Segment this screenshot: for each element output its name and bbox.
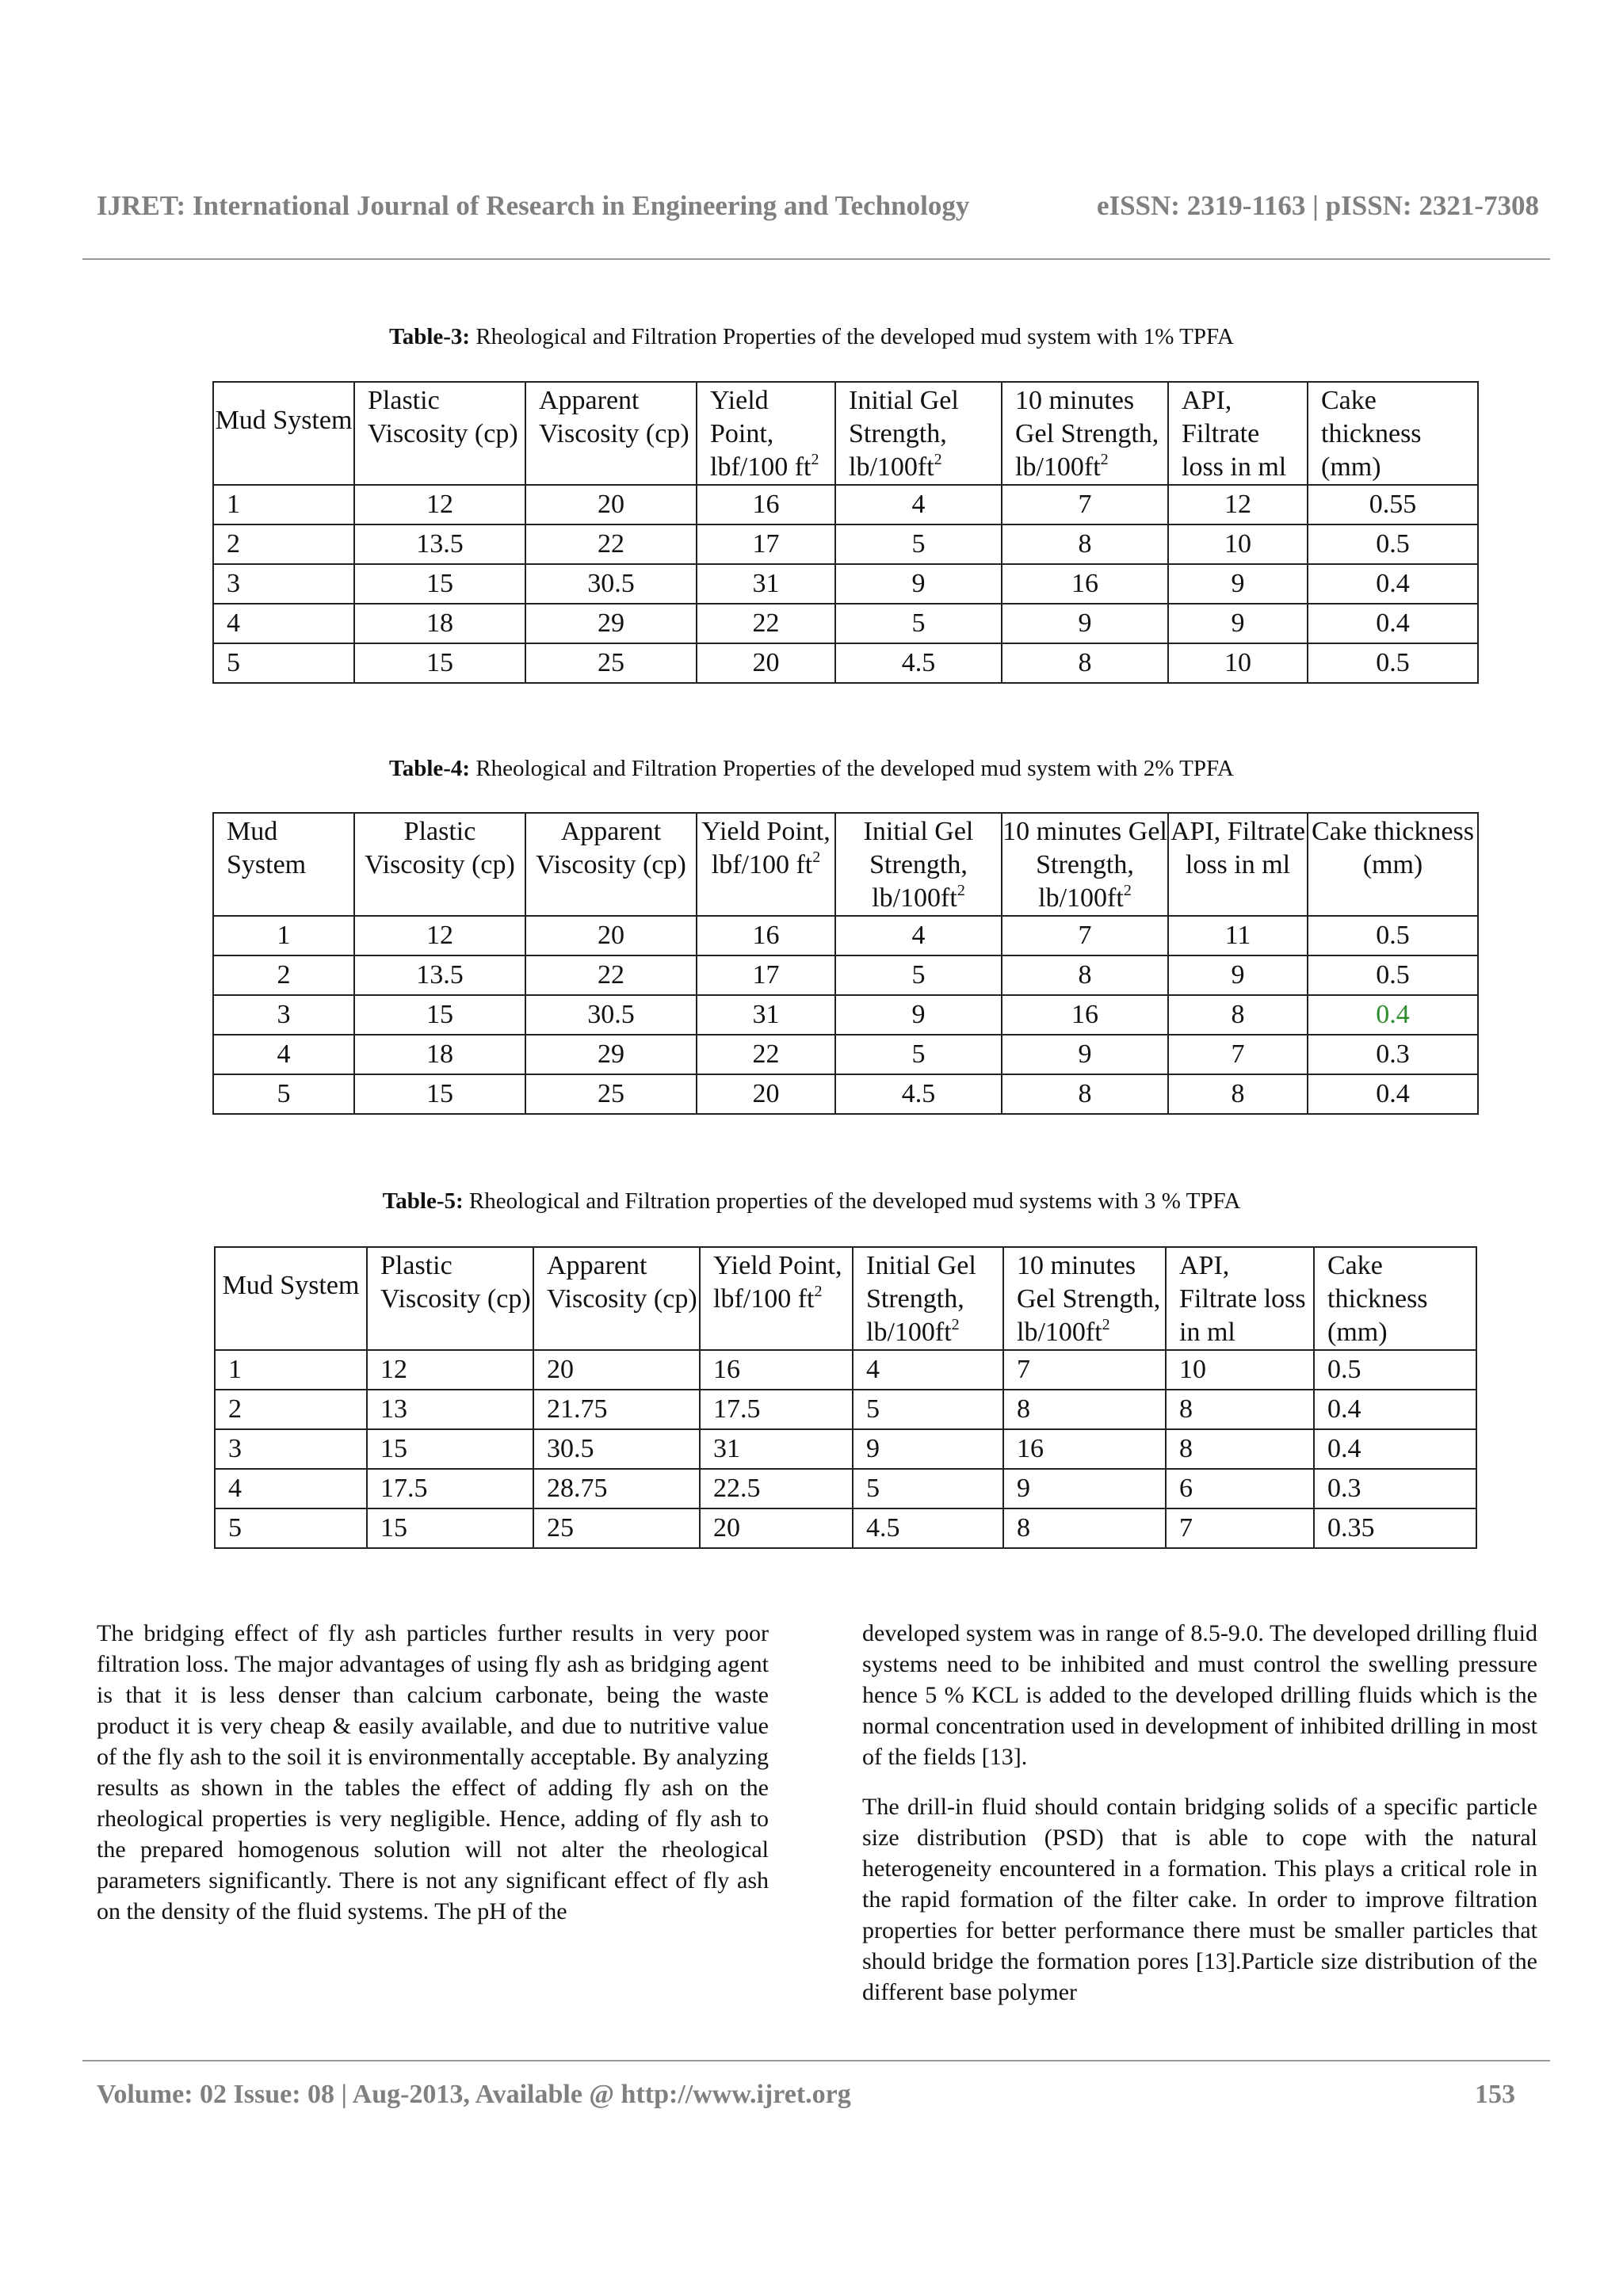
- table-cell: 9: [1002, 604, 1168, 643]
- highlighted-cell: 0.4: [1308, 995, 1478, 1035]
- table-cell: 5: [853, 1390, 1003, 1429]
- table-cell: 16: [697, 485, 835, 524]
- table-cell: 17: [697, 524, 835, 564]
- table-cell: 10: [1168, 524, 1308, 564]
- table-cell: 15: [367, 1508, 533, 1548]
- table-cell: 9: [1168, 604, 1308, 643]
- table-cell: 12: [1168, 485, 1308, 524]
- journal-title: IJRET: International Journal of Research in Engineering and Technology: [97, 190, 970, 221]
- ten-min-gel-text: 10 minutes Gel Strength, lb/100ft: [1002, 817, 1167, 913]
- table-cell: 0.3: [1308, 1035, 1478, 1074]
- header-plastic-viscosity: Plastic Viscosity (cp): [367, 1247, 533, 1350]
- table-cell: 10: [1166, 1350, 1314, 1390]
- table-cell: 1: [213, 916, 354, 955]
- header-10min-gel: [1003, 1247, 1166, 1350]
- table-cell: 31: [700, 1429, 853, 1469]
- table-cell: 0.5: [1314, 1350, 1476, 1390]
- table-cell: 15: [354, 564, 525, 604]
- table-cell: 30.5: [525, 995, 697, 1035]
- table-cell: 8: [1002, 524, 1168, 564]
- table-cell: 0.5: [1308, 955, 1478, 995]
- table-5-header-row: [215, 1247, 1476, 1350]
- table-cell: 17.5: [700, 1390, 853, 1429]
- table-cell: 29: [525, 604, 697, 643]
- table-cell: 17.5: [367, 1469, 533, 1508]
- table-cell: 8: [1168, 995, 1308, 1035]
- table-cell: 22: [697, 1035, 835, 1074]
- table-cell: 13.5: [354, 955, 525, 995]
- table-row: [213, 995, 1478, 1035]
- table-cell: 5: [835, 604, 1002, 643]
- table-cell: 22: [525, 955, 697, 995]
- table-cell: 5: [215, 1508, 367, 1548]
- table-cell: 4.5: [835, 1074, 1002, 1114]
- table-cell: 20: [525, 485, 697, 524]
- table-cell: 1: [215, 1350, 367, 1390]
- table-row: [215, 1350, 1476, 1390]
- table-3-header-row: [213, 382, 1478, 485]
- table-cell: 9: [1003, 1469, 1166, 1508]
- table-cell: 15: [367, 1429, 533, 1469]
- running-header: [97, 190, 1539, 222]
- table-row: [215, 1508, 1476, 1548]
- table-cell: 9: [853, 1429, 1003, 1469]
- header-mud-system: Mud System: [215, 1247, 367, 1350]
- initial-gel-text: Initial Gel Strength, lb/100ft: [863, 817, 974, 913]
- table-cell: 3: [213, 564, 354, 604]
- table-4-label: Table-4:: [389, 756, 471, 781]
- table-row: [213, 604, 1478, 643]
- header-10min-gel: [1002, 382, 1168, 485]
- ten-min-gel-sup: 2: [1102, 1316, 1110, 1333]
- initial-gel-sup: 2: [934, 451, 942, 468]
- table-cell: 12: [367, 1350, 533, 1390]
- table-cell: 15: [354, 643, 525, 683]
- table-cell: 7: [1002, 916, 1168, 955]
- running-footer: [97, 2080, 1539, 2110]
- header-yield-point: [697, 813, 835, 916]
- header-plastic-viscosity: Plastic Viscosity (cp): [354, 813, 525, 916]
- table-cell: 16: [700, 1350, 853, 1390]
- table-cell: 0.5: [1308, 916, 1478, 955]
- table-cell: 30.5: [533, 1429, 700, 1469]
- table-cell: 5: [853, 1469, 1003, 1508]
- header-cake-thickness: Cake thickness (mm): [1308, 813, 1478, 916]
- table-cell: 8: [1003, 1390, 1166, 1429]
- table-cell: 12: [354, 916, 525, 955]
- table-4: [212, 812, 1479, 1115]
- table-cell: 16: [697, 916, 835, 955]
- footer-rule: [82, 2060, 1550, 2061]
- header-apparent-viscosity: Apparent Viscosity (cp): [533, 1247, 700, 1350]
- table-cell: 7: [1003, 1350, 1166, 1390]
- header-plastic-viscosity: Plastic Viscosity (cp): [354, 382, 525, 485]
- table-3-caption-text: Rheological and Filtration Properties of the developed mud system with 1% TPFA: [470, 324, 1234, 349]
- table-cell: 13: [367, 1390, 533, 1429]
- table-3-label: Table-3:: [389, 324, 471, 349]
- table-cell: 17: [697, 955, 835, 995]
- body-paragraph: The drill-in fluid should contain bridging solids of a specific particle size distribution (PSD) that is able to cope with the natural heterogeneity encountered in a formation. This plays a critical role in the rapid formation of the filter cake. In order to improve filtration properties for better performance there must be smaller particles that should bridge the formation pores [13].Particle size distribution of the different base polymer: [862, 1794, 1537, 2005]
- table-cell: 6: [1166, 1469, 1314, 1508]
- table-cell: 0.4: [1314, 1429, 1476, 1469]
- table-cell: 8: [1002, 955, 1168, 995]
- yield-point-sup: 2: [811, 451, 819, 468]
- table-cell: 30.5: [525, 564, 697, 604]
- table-cell: 8: [1002, 643, 1168, 683]
- page-number: 153: [1475, 2080, 1515, 2109]
- table-cell: 15: [354, 1074, 525, 1114]
- table-cell: 11: [1168, 916, 1308, 955]
- header-api-filtrate: API, Filtrate loss in ml: [1168, 382, 1308, 485]
- footer-volume: Volume: 02 Issue: 08 | Aug-2013, Available @ http://www.ijret.org: [97, 2080, 851, 2109]
- table-4-caption-text: Rheological and Filtration Properties of the developed mud system with 2% TPFA: [470, 756, 1234, 781]
- table-cell: 4.5: [835, 643, 1002, 683]
- table-cell: 22.5: [700, 1469, 853, 1508]
- table-cell: 2: [213, 955, 354, 995]
- table-cell: 8: [1002, 1074, 1168, 1114]
- header-rule: [82, 258, 1550, 260]
- table-row: [213, 643, 1478, 683]
- header-yield-point: [697, 382, 835, 485]
- table-cell: 18: [354, 1035, 525, 1074]
- table-cell: 4: [213, 1035, 354, 1074]
- table-cell: 5: [835, 524, 1002, 564]
- table-4-header-row: [213, 813, 1478, 916]
- table-cell: 9: [1168, 955, 1308, 995]
- table-cell: 25: [525, 1074, 697, 1114]
- table-cell: 12: [354, 485, 525, 524]
- yield-point-sup: 2: [814, 1283, 823, 1300]
- table-5-caption: [0, 1188, 1623, 1215]
- table-cell: 4: [853, 1350, 1003, 1390]
- header-apparent-viscosity: Apparent Viscosity (cp): [525, 382, 697, 485]
- table-cell: 0.55: [1308, 485, 1478, 524]
- table-cell: 8: [1168, 1074, 1308, 1114]
- body-paragraph: developed system was in range of 8.5-9.0. The developed drilling fluid systems need to be inhibited and must control the swelling pressure hence 5 % KCL is added to the developed drilling fluids which is the normal concentration used in development of inhibited drilling in most of the fields [13].: [862, 1620, 1537, 1770]
- table-cell: 5: [213, 1074, 354, 1114]
- table-cell: 18: [354, 604, 525, 643]
- body-left-column: [97, 1618, 769, 1927]
- table-cell: 20: [700, 1508, 853, 1548]
- table-cell: 0.4: [1308, 1074, 1478, 1114]
- table-cell: 4: [835, 916, 1002, 955]
- table-cell: 0.4: [1308, 564, 1478, 604]
- table-row: [213, 1074, 1478, 1114]
- table-cell: 4: [215, 1469, 367, 1508]
- table-cell: 3: [215, 1429, 367, 1469]
- table-cell: 21.75: [533, 1390, 700, 1429]
- table-cell: 0.5: [1308, 643, 1478, 683]
- table-cell: 22: [697, 604, 835, 643]
- table-3: [212, 381, 1479, 684]
- table-cell: 0.4: [1308, 604, 1478, 643]
- table-cell: 0.4: [1314, 1390, 1476, 1429]
- table-cell: 2: [215, 1390, 367, 1429]
- table-cell: 28.75: [533, 1469, 700, 1508]
- table-cell: 31: [697, 564, 835, 604]
- header-initial-gel: [835, 382, 1002, 485]
- table-cell: 20: [533, 1350, 700, 1390]
- ten-min-gel-text: 10 minutes Gel Strength, lb/100ft: [1017, 1251, 1161, 1347]
- yield-point-text: Yield Point, lbf/100 ft: [701, 817, 831, 879]
- table-cell: 3: [213, 995, 354, 1035]
- table-cell: 5: [213, 643, 354, 683]
- header-cake-thickness: Cake thickness (mm): [1314, 1247, 1476, 1350]
- table-row: [215, 1429, 1476, 1469]
- yield-point-sup: 2: [812, 849, 821, 866]
- table-cell: 10: [1168, 643, 1308, 683]
- table-cell: 16: [1002, 995, 1168, 1035]
- table-5-label: Table-5:: [382, 1188, 464, 1214]
- initial-gel-sup: 2: [957, 882, 965, 899]
- table-cell: 8: [1003, 1508, 1166, 1548]
- header-api-filtrate: API, Filtrate loss in ml: [1168, 813, 1308, 916]
- initial-gel-sup: 2: [951, 1316, 960, 1333]
- header-yield-point: [700, 1247, 853, 1350]
- ten-min-gel-sup: 2: [1100, 451, 1109, 468]
- table-cell: 29: [525, 1035, 697, 1074]
- table-row: [213, 485, 1478, 524]
- table-row: [213, 916, 1478, 955]
- table-cell: 20: [525, 916, 697, 955]
- header-initial-gel: [835, 813, 1002, 916]
- table-cell: 2: [213, 524, 354, 564]
- yield-point-text: Yield Point, lbf/100 ft: [713, 1251, 842, 1314]
- table-cell: 9: [1002, 1035, 1168, 1074]
- initial-gel-text: Initial Gel Strength, lb/100ft: [866, 1251, 976, 1347]
- table-cell: 20: [697, 643, 835, 683]
- table-cell: 9: [835, 564, 1002, 604]
- table-cell: 7: [1166, 1508, 1314, 1548]
- table-cell: 25: [533, 1508, 700, 1548]
- table-row: [213, 1035, 1478, 1074]
- header-api-filtrate: API, Filtrate loss in ml: [1166, 1247, 1314, 1350]
- table-cell: 9: [835, 995, 1002, 1035]
- ten-min-gel-sup: 2: [1123, 882, 1132, 899]
- table-cell: 5: [835, 955, 1002, 995]
- table-cell: 4: [213, 604, 354, 643]
- body-right-column: [862, 1618, 1537, 2008]
- header-mud-system: Mud System: [213, 813, 354, 916]
- table-row: [213, 524, 1478, 564]
- table-cell: 0.35: [1314, 1508, 1476, 1548]
- table-cell: 8: [1166, 1390, 1314, 1429]
- table-cell: 20: [697, 1074, 835, 1114]
- initial-gel-text: Initial Gel Strength, lb/100ft: [849, 386, 959, 482]
- table-5: [214, 1246, 1477, 1549]
- header-initial-gel: [853, 1247, 1003, 1350]
- table-cell: 9: [1168, 564, 1308, 604]
- table-5-caption-text: Rheological and Filtration properties of the developed mud systems with 3 % TPFA: [463, 1188, 1241, 1214]
- table-cell: 7: [1168, 1035, 1308, 1074]
- table-cell: 8: [1166, 1429, 1314, 1469]
- table-cell: 31: [697, 995, 835, 1035]
- table-cell: 7: [1002, 485, 1168, 524]
- table-cell: 13.5: [354, 524, 525, 564]
- table-row: [213, 955, 1478, 995]
- yield-point-text: Yield Point, lbf/100 ft: [710, 386, 812, 482]
- table-cell: 0.5: [1308, 524, 1478, 564]
- table-cell: 1: [213, 485, 354, 524]
- table-cell: 16: [1003, 1429, 1166, 1469]
- header-mud-system: Mud System: [213, 382, 354, 485]
- header-10min-gel: [1002, 813, 1168, 916]
- header-cake-thickness: Cake thickness (mm): [1308, 382, 1478, 485]
- table-row: [215, 1469, 1476, 1508]
- table-cell: 4: [835, 485, 1002, 524]
- table-cell: 5: [835, 1035, 1002, 1074]
- table-4-caption: [0, 756, 1623, 782]
- ten-min-gel-text: 10 minutes Gel Strength, lb/100ft: [1015, 386, 1159, 482]
- table-cell: 22: [525, 524, 697, 564]
- table-cell: 15: [354, 995, 525, 1035]
- table-cell: 4.5: [853, 1508, 1003, 1548]
- journal-issn: eISSN: 2319-1163 | pISSN: 2321-7308: [1096, 190, 1539, 221]
- body-paragraph: The bridging effect of fly ash particles further results in very poor filtration loss. The major advantages of using fly ash as bridging agent is that it is less denser than calcium carbonate, being the waste product it is very cheap & easily available, and due to nutritive value of the fly ash to the soil it is environmentally acceptable. By analyzing results as shown in the tables the effect of adding fly ash on the rheological properties is very negligible. Hence, adding of fly ash to the prepared homogenous solution will not alter the rheological parameters significantly. There is not any significant effect of fly ash on the density of the fluid systems. The pH of the: [97, 1620, 769, 1924]
- table-cell: 25: [525, 643, 697, 683]
- table-row: [215, 1390, 1476, 1429]
- table-cell: 0.3: [1314, 1469, 1476, 1508]
- table-row: [213, 564, 1478, 604]
- table-3-caption: [0, 324, 1623, 350]
- header-apparent-viscosity: Apparent Viscosity (cp): [525, 813, 697, 916]
- table-cell: 16: [1002, 564, 1168, 604]
